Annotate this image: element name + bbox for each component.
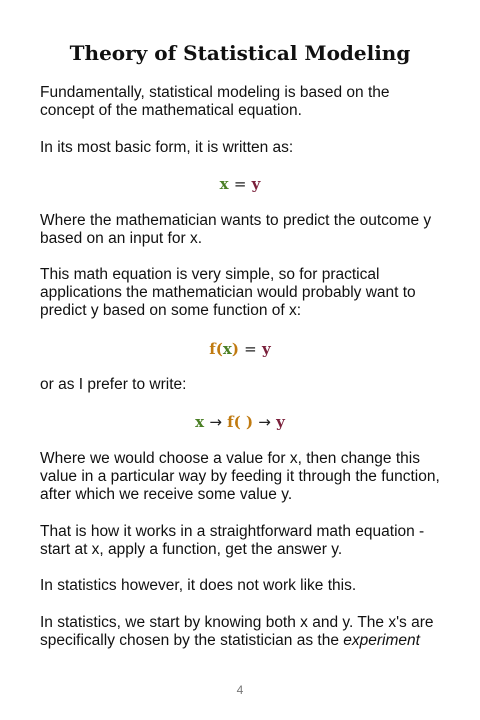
paragraph-text: In statistics, we start by knowing both x and y. The x's are specifically chosen by the statistician as the [40,614,434,649]
variable-y: y [276,413,285,431]
variable-x: x [222,340,232,358]
paragraph-statistics-however: In statistics however, it does not work like this. [40,577,357,594]
equals-sign: = [244,340,257,358]
variable-x: x [219,175,229,193]
variable-y: y [261,340,271,358]
function-f: f( ) [227,413,254,431]
paragraph-prefer-to-write: or as I prefer to write: [40,376,187,393]
paragraph-basic-form: In its most basic form, it is written as: [40,139,294,156]
function-f-open: f( [209,340,223,358]
equation-x-arrow-f-arrow-y [0,413,480,431]
right-arrow-icon: → [209,413,222,431]
equals-sign: = [233,175,247,193]
paragraph-practical-applications: This math equation is very simple, so for practical applications the mathematician would probably want to predict y based on some function of x: [40,266,416,319]
paragraph-choose-value: Where we would choose a value for x, then change this value in a particular way by feeding it through the function, after which we receive some value y. [40,450,440,503]
paragraph-statistics-know-x-y [40,614,440,650]
page-title: Theory of Statistical Modeling [69,41,411,65]
paragraph-straightforward-equation: That is how it works in a straightforward math equation - start at x, apply a function, get the answer y. [40,523,425,558]
right-arrow-icon: → [258,413,271,431]
function-f-close: ) [231,340,239,358]
emphasized-word: experiment [343,632,420,649]
equation-x-equals-y [0,175,480,193]
paragraph-predict-outcome: Where the mathematician wants to predict the outcome y based on an input for x. [40,212,432,247]
variable-y: y [251,175,261,193]
equation-f-of-x-equals-y [0,340,480,358]
paragraph-intro: Fundamentally, statistical modeling is based on the concept of the mathematical equation. [40,84,390,119]
variable-x: x [195,413,205,431]
page-number: 4 [236,683,244,697]
